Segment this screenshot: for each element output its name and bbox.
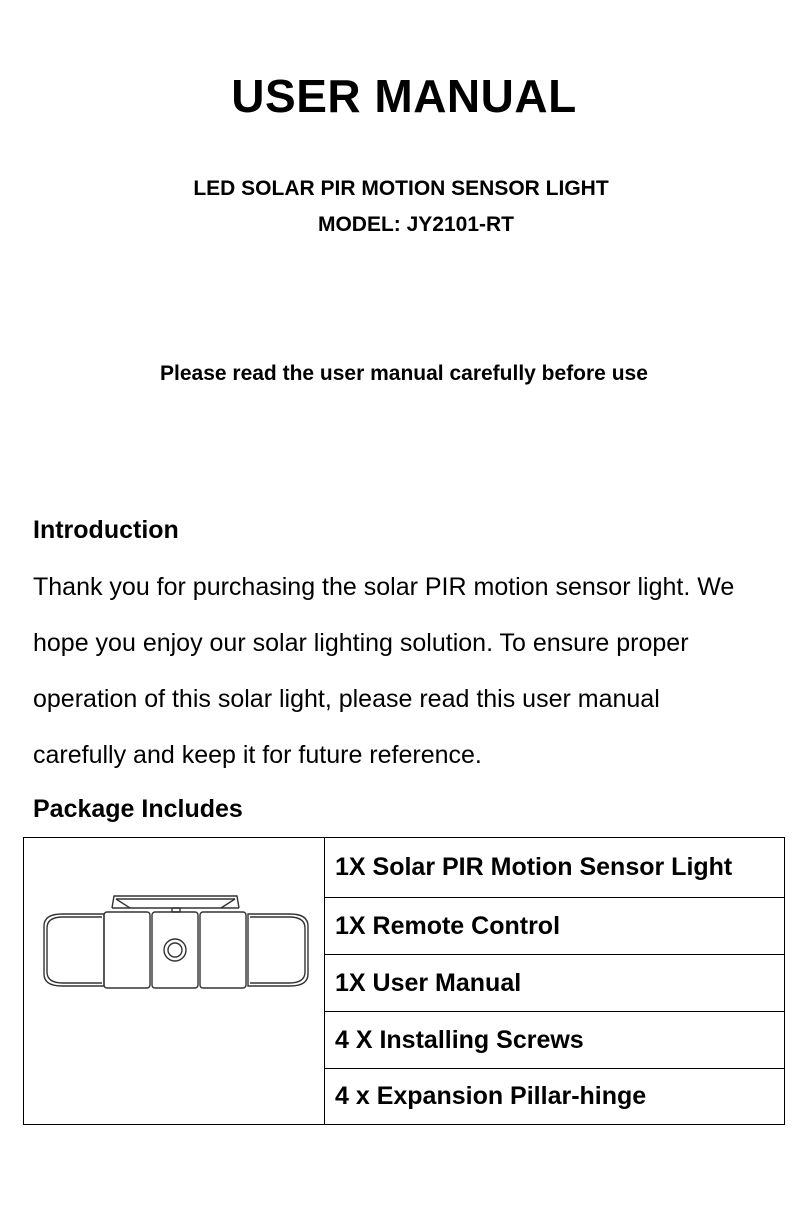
package-items-list [325,838,784,1124]
package-item [325,1069,784,1124]
page-title: USER MANUAL [231,70,577,122]
introduction-paragraph [33,559,783,783]
package-item [325,838,784,898]
read-notice: Please read the user manual carefully before use [160,362,648,385]
package-item [325,1012,784,1069]
package-item-label: 1X Remote Control [335,911,561,940]
introduction-line: hope you enjoy our solar lighting solution. To ensure proper [33,629,689,657]
package-item [325,955,784,1012]
package-contents-table [23,837,785,1125]
introduction-line: carefully and keep it for future reference. [33,741,482,769]
solar-light-product-icon [42,890,310,990]
product-image-cell [24,838,325,1124]
package-includes-heading: Package Includes [33,795,243,823]
introduction-line: Thank you for purchasing the solar PIR motion sensor light. We [33,573,735,601]
package-item-label: 1X User Manual [335,968,522,997]
introduction-line: operation of this solar light, please read this user manual [33,685,660,713]
introduction-heading: Introduction [33,516,179,544]
model-number: MODEL: JY2101-RT [317,213,515,236]
package-item [325,898,784,955]
package-item-label: 4 X Installing Screws [335,1025,584,1054]
package-item-label: 4 x Expansion Pillar-hinge [335,1082,647,1110]
package-item-label: 1X Solar PIR Motion Sensor Light [335,853,733,881]
product-name: LED SOLAR PIR MOTION SENSOR LIGHT [193,177,609,200]
